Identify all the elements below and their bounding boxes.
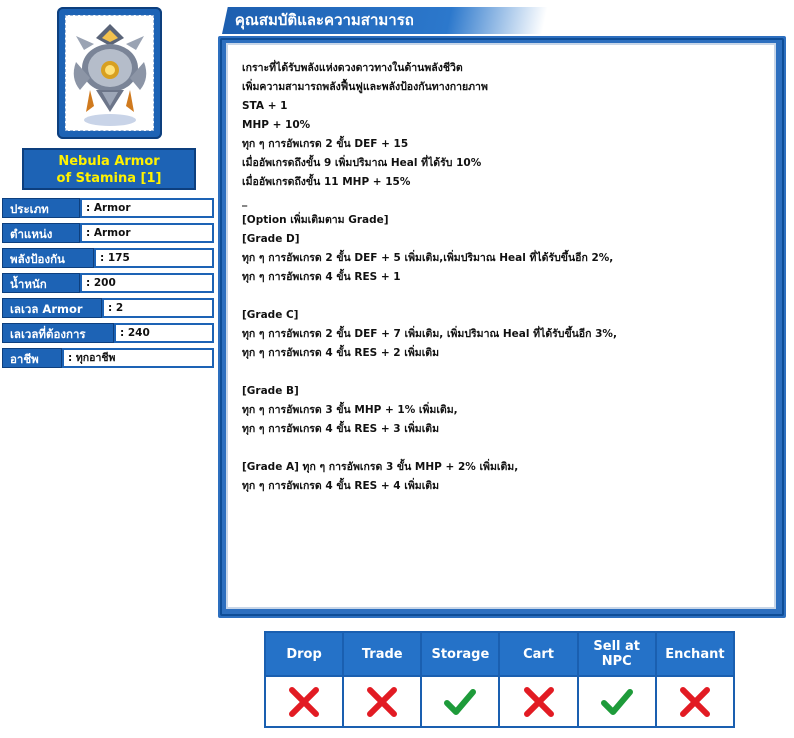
- header-trade: Trade: [343, 632, 421, 676]
- stat-label: ตำแหน่ง: [2, 223, 80, 243]
- value-trade: [343, 676, 421, 727]
- desc-line: เกราะที่ได้รับพลังแห่งดวงดาวทางในด้านพลังชีวิต: [242, 62, 463, 74]
- check-icon: [599, 684, 635, 720]
- cross-icon: [521, 684, 557, 720]
- description-panel: [218, 36, 786, 618]
- desc-line: ทุก ๆ การอัพเกรด 4 ขั้น RES + 2 เพิ่มเติม: [242, 347, 440, 359]
- desc-line: _: [242, 195, 248, 207]
- desc-line: ทุก ๆ การอัพเกรด 4 ขั้น RES + 1: [242, 271, 401, 283]
- cross-icon: [286, 684, 322, 720]
- stat-value: : Armor: [80, 198, 214, 218]
- stat-label: พลังป้องกัน: [2, 248, 94, 268]
- desc-line: เมื่ออัพเกรดถึงขั้น 11 MHP + 15%: [242, 176, 411, 188]
- desc-line: [242, 363, 760, 382]
- value-drop: [265, 676, 343, 727]
- cross-icon: [364, 684, 400, 720]
- stat-row-position: [2, 223, 214, 243]
- desc-line: เพิ่มความสามารถพลังฟื้นฟูและพลังป้องกันทางกายภาพ: [242, 81, 488, 93]
- stat-value: : ทุกอาชีพ: [62, 348, 214, 368]
- header-sell-at-npc: Sell at NPC: [578, 632, 656, 676]
- desc-line: ทุก ๆ การอัพเกรด 4 ขั้น RES + 4 เพิ่มเติม: [242, 480, 440, 492]
- stat-row-weight: [2, 273, 214, 293]
- item-image-frame: [57, 7, 162, 139]
- desc-line: ทุก ๆ การอัพเกรด 2 ขั้น DEF + 7 เพิ่มเติม, เพิ่มปริมาณ Heal ที่ได้รับขึ้นอีก 3%,: [242, 328, 617, 340]
- check-icon: [442, 684, 478, 720]
- cross-icon: [677, 684, 713, 720]
- armor-icon: [66, 16, 155, 132]
- stat-label: อาชีพ: [2, 348, 62, 368]
- properties-header-row: [265, 632, 734, 676]
- stat-label: น้ำหนัก: [2, 273, 80, 293]
- stat-row-armor-level: [2, 298, 214, 318]
- desc-line: STA + 1: [242, 100, 288, 112]
- stat-label: ประเภท: [2, 198, 80, 218]
- item-name: [22, 148, 196, 190]
- panel-title-text: คุณสมบัติและความสามารถ: [234, 11, 414, 29]
- stat-value: : 240: [114, 323, 214, 343]
- stat-value: : 2: [102, 298, 214, 318]
- value-sell-at-npc: [578, 676, 656, 727]
- stat-value: : 200: [80, 273, 214, 293]
- stat-row-defense: [2, 248, 214, 268]
- header-cart: Cart: [499, 632, 577, 676]
- desc-line: [242, 439, 760, 458]
- header-drop: Drop: [265, 632, 343, 676]
- description-box: [226, 43, 776, 609]
- stat-row-job: [2, 348, 214, 368]
- desc-line: ทุก ๆ การอัพเกรด 2 ขั้น DEF + 15: [242, 138, 409, 150]
- desc-line: ทุก ๆ การอัพเกรด 2 ขั้น DEF + 5 เพิ่มเติม,เพิ่มปริมาณ Heal ที่ได้รับขึ้นอีก 2%,: [242, 252, 614, 264]
- header-storage: Storage: [421, 632, 499, 676]
- stat-value: : Armor: [80, 223, 214, 243]
- properties-table: [264, 631, 735, 728]
- item-image: [65, 15, 154, 131]
- item-name-line2: of Stamina [1]: [56, 171, 162, 186]
- value-storage: [421, 676, 499, 727]
- header-enchant: Enchant: [656, 632, 734, 676]
- panel-title: [222, 7, 548, 34]
- value-enchant: [656, 676, 734, 727]
- item-name-line1: Nebula Armor: [58, 154, 160, 169]
- desc-line: [Grade D]: [242, 233, 300, 245]
- desc-line: [Option เพิ่มเติมตาม Grade]: [242, 214, 389, 226]
- stat-row-required-level: [2, 323, 214, 343]
- desc-line: เมื่ออัพเกรดถึงขั้น 9 เพิ่มปริมาณ Heal ที่ได้รับ 10%: [242, 157, 482, 169]
- properties-value-row: [265, 676, 734, 727]
- value-cart: [499, 676, 577, 727]
- desc-line: [242, 287, 760, 306]
- desc-line: [Grade C]: [242, 309, 299, 321]
- desc-line: [Grade B]: [242, 385, 299, 397]
- desc-line: ทุก ๆ การอัพเกรด 4 ขั้น RES + 3 เพิ่มเติม: [242, 423, 440, 435]
- stat-value: : 175: [94, 248, 214, 268]
- desc-line: MHP + 10%: [242, 119, 311, 131]
- desc-line: [Grade A] ทุก ๆ การอัพเกรด 3 ขั้น MHP + 2% เพิ่มเติม,: [242, 461, 519, 473]
- stat-label: เลเวลที่ต้องการ: [2, 323, 114, 343]
- stat-label: เลเวล Armor: [2, 298, 102, 318]
- stat-row-type: [2, 198, 214, 218]
- desc-line: ทุก ๆ การอัพเกรด 3 ขั้น MHP + 1% เพิ่มเติม,: [242, 404, 458, 416]
